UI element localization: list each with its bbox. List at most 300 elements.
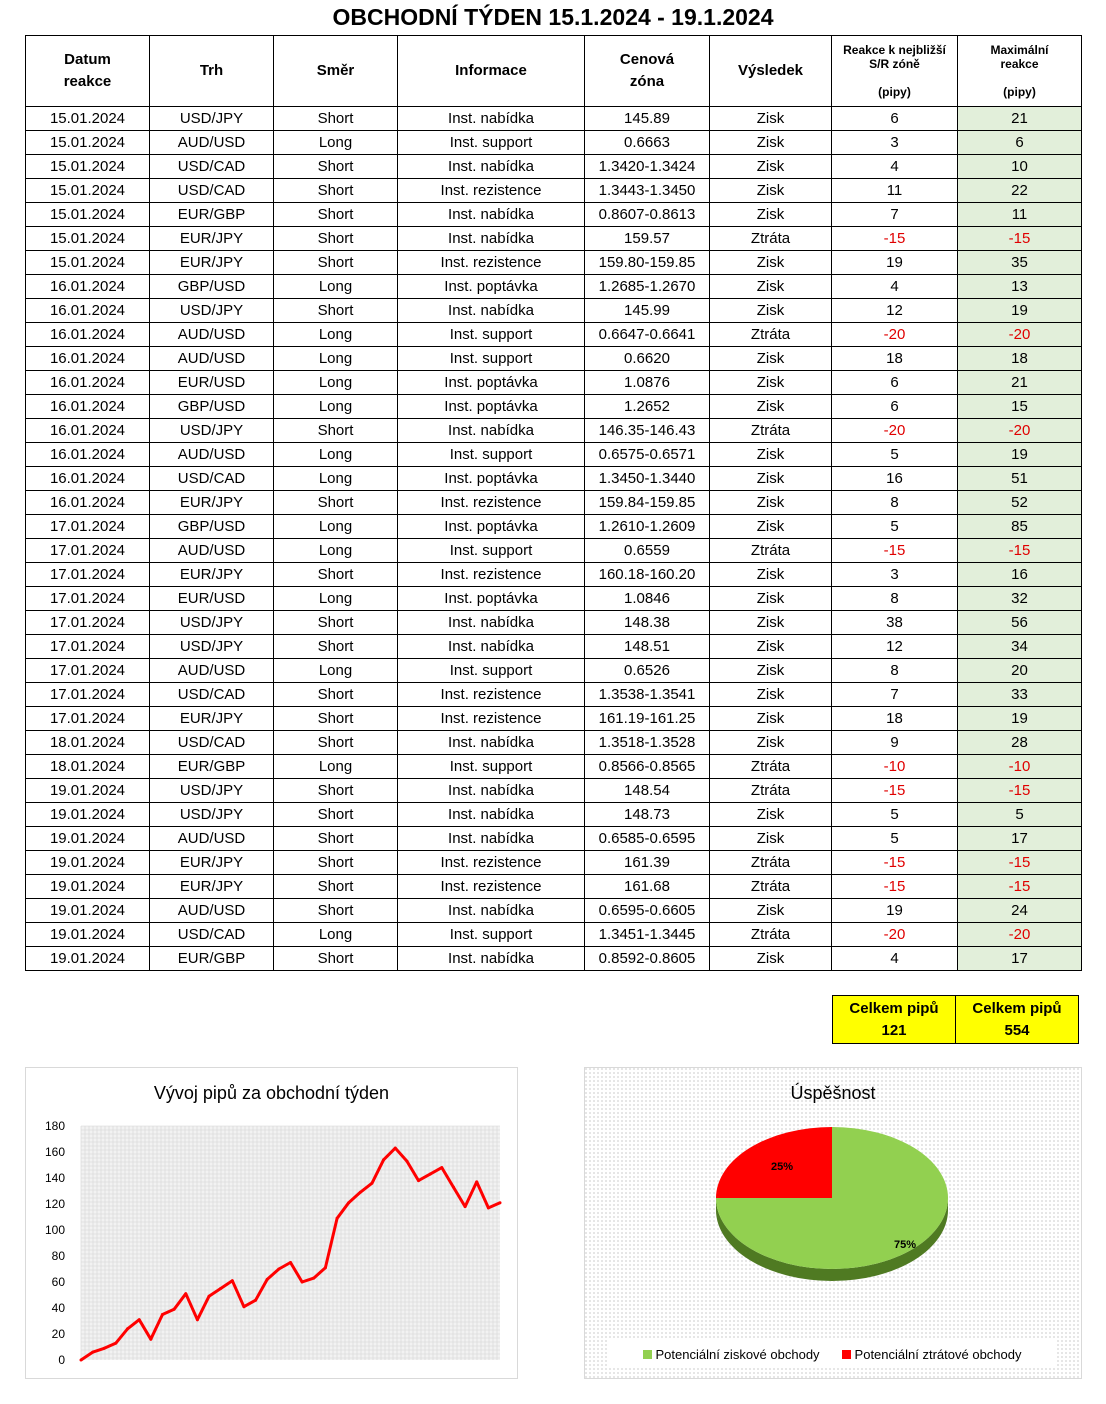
data-point	[149, 1338, 152, 1341]
data-point	[336, 1217, 339, 1220]
header-date: Datum reakce	[26, 36, 150, 107]
cell-date: 19.01.2024	[26, 899, 150, 923]
cell-market: EUR/GBP	[150, 947, 274, 971]
cell-result: Ztráta	[710, 227, 832, 251]
cell-market: EUR/JPY	[150, 227, 274, 251]
cell-market: USD/CAD	[150, 731, 274, 755]
cell-info: Inst. rezistence	[398, 491, 585, 515]
cell-date: 16.01.2024	[26, 347, 150, 371]
cell-direction: Short	[274, 851, 398, 875]
cell-zone: 148.73	[585, 803, 710, 827]
table-row	[26, 323, 1082, 347]
cell-date: 16.01.2024	[26, 299, 150, 323]
cell-zone: 1.0876	[585, 371, 710, 395]
cell-direction: Long	[274, 515, 398, 539]
cell-market: AUD/USD	[150, 443, 274, 467]
cell-info: Inst. nabídka	[398, 827, 585, 851]
data-point	[126, 1327, 129, 1330]
y-tick-label: 40	[51, 1301, 65, 1315]
cell-date: 15.01.2024	[26, 179, 150, 203]
cell-max-reaction: 18	[958, 347, 1082, 371]
data-point	[219, 1287, 222, 1290]
cell-result: Zisk	[710, 827, 832, 851]
cell-max-reaction: 19	[958, 443, 1082, 467]
table-row	[26, 227, 1082, 251]
cell-reaction: 6	[832, 395, 958, 419]
cell-max-reaction: 24	[958, 899, 1082, 923]
cell-info: Inst. rezistence	[398, 563, 585, 587]
data-point	[80, 1359, 83, 1362]
cell-reaction: 8	[832, 587, 958, 611]
cell-zone: 1.3450-1.3440	[585, 467, 710, 491]
cell-info: Inst. support	[398, 323, 585, 347]
cell-direction: Short	[274, 491, 398, 515]
cell-info: Inst. nabídka	[398, 227, 585, 251]
cell-max-reaction: -20	[958, 923, 1082, 947]
cell-direction: Long	[274, 443, 398, 467]
cell-zone: 161.68	[585, 875, 710, 899]
pie-chart-plot	[585, 1068, 1081, 1378]
cell-zone: 148.38	[585, 611, 710, 635]
data-point	[487, 1206, 490, 1209]
cell-reaction: 5	[832, 443, 958, 467]
cell-direction: Short	[274, 611, 398, 635]
cell-zone: 160.18-160.20	[585, 563, 710, 587]
cell-zone: 159.80-159.85	[585, 251, 710, 275]
cell-max-reaction: 19	[958, 299, 1082, 323]
cell-zone: 0.6585-0.6595	[585, 827, 710, 851]
cell-info: Inst. poptávka	[398, 275, 585, 299]
cell-max-reaction: 17	[958, 947, 1082, 971]
cell-market: EUR/GBP	[150, 755, 274, 779]
cell-reaction: -20	[832, 323, 958, 347]
cell-max-reaction: 17	[958, 827, 1082, 851]
table-row	[26, 659, 1082, 683]
data-point	[161, 1313, 164, 1316]
cell-info: Inst. poptávka	[398, 515, 585, 539]
cell-reaction: 18	[832, 707, 958, 731]
cell-date: 17.01.2024	[26, 611, 150, 635]
cell-reaction: 9	[832, 731, 958, 755]
cell-market: USD/CAD	[150, 179, 274, 203]
y-tick-label: 180	[44, 1119, 65, 1133]
cell-direction: Short	[274, 107, 398, 131]
cell-date: 16.01.2024	[26, 467, 150, 491]
cell-date: 19.01.2024	[26, 875, 150, 899]
cell-info: Inst. nabídka	[398, 779, 585, 803]
table-row	[26, 635, 1082, 659]
header-info: Informace	[398, 36, 585, 107]
cell-zone: 145.99	[585, 299, 710, 323]
data-point	[277, 1268, 280, 1271]
cell-info: Inst. rezistence	[398, 251, 585, 275]
cell-result: Zisk	[710, 179, 832, 203]
cell-result: Zisk	[710, 371, 832, 395]
table-row	[26, 779, 1082, 803]
table-row	[26, 515, 1082, 539]
cell-result: Zisk	[710, 467, 832, 491]
cell-reaction: -15	[832, 851, 958, 875]
cell-result: Zisk	[710, 563, 832, 587]
cell-zone: 1.3443-1.3450	[585, 179, 710, 203]
cell-direction: Short	[274, 203, 398, 227]
cell-max-reaction: 52	[958, 491, 1082, 515]
data-point	[370, 1182, 373, 1185]
cell-max-reaction: -15	[958, 875, 1082, 899]
cell-date: 18.01.2024	[26, 755, 150, 779]
cell-info: Inst. nabídka	[398, 107, 585, 131]
cell-info: Inst. nabídka	[398, 899, 585, 923]
table-row	[26, 155, 1082, 179]
cell-zone: 145.89	[585, 107, 710, 131]
cell-reaction: -20	[832, 419, 958, 443]
table-row	[26, 875, 1082, 899]
total-reaction-cell: Celkem pipů 121	[833, 996, 956, 1044]
cell-date: 19.01.2024	[26, 923, 150, 947]
cell-market: EUR/JPY	[150, 563, 274, 587]
cell-max-reaction: 22	[958, 179, 1082, 203]
data-point	[138, 1318, 141, 1321]
cell-market: GBP/USD	[150, 515, 274, 539]
cell-market: USD/JPY	[150, 107, 274, 131]
header-result: Výsledek	[710, 36, 832, 107]
cell-max-reaction: 20	[958, 659, 1082, 683]
cell-result: Zisk	[710, 443, 832, 467]
cell-date: 17.01.2024	[26, 587, 150, 611]
cell-max-reaction: 10	[958, 155, 1082, 179]
cell-reaction: -10	[832, 755, 958, 779]
cell-info: Inst. nabídka	[398, 731, 585, 755]
cell-market: GBP/USD	[150, 395, 274, 419]
data-point	[91, 1351, 94, 1354]
cell-zone: 159.57	[585, 227, 710, 251]
cell-info: Inst. poptávka	[398, 395, 585, 419]
cell-info: Inst. poptávka	[398, 371, 585, 395]
cell-direction: Long	[274, 347, 398, 371]
table-row	[26, 419, 1082, 443]
cell-info: Inst. support	[398, 659, 585, 683]
cell-reaction: 4	[832, 155, 958, 179]
cell-market: AUD/USD	[150, 539, 274, 563]
cell-result: Zisk	[710, 347, 832, 371]
cell-reaction: 3	[832, 131, 958, 155]
cell-result: Zisk	[710, 947, 832, 971]
cell-info: Inst. rezistence	[398, 875, 585, 899]
cell-direction: Long	[274, 371, 398, 395]
cell-market: AUD/USD	[150, 899, 274, 923]
header-market: Trh	[150, 36, 274, 107]
cell-info: Inst. support	[398, 539, 585, 563]
cell-info: Inst. support	[398, 443, 585, 467]
cell-max-reaction: 35	[958, 251, 1082, 275]
cell-market: EUR/USD	[150, 587, 274, 611]
cell-date: 17.01.2024	[26, 563, 150, 587]
data-point	[324, 1266, 327, 1269]
cell-info: Inst. nabídka	[398, 299, 585, 323]
cell-direction: Short	[274, 875, 398, 899]
cell-direction: Short	[274, 155, 398, 179]
table-row	[26, 347, 1082, 371]
data-point	[417, 1179, 420, 1182]
table-row	[26, 131, 1082, 155]
table-row	[26, 539, 1082, 563]
cell-direction: Short	[274, 635, 398, 659]
cell-reaction: 5	[832, 803, 958, 827]
cell-zone: 1.3420-1.3424	[585, 155, 710, 179]
cell-direction: Short	[274, 731, 398, 755]
cell-direction: Short	[274, 299, 398, 323]
cell-direction: Short	[274, 251, 398, 275]
cell-market: USD/JPY	[150, 299, 274, 323]
cell-max-reaction: -15	[958, 539, 1082, 563]
cell-zone: 0.6595-0.6605	[585, 899, 710, 923]
total-max-cell: Celkem pipů 554	[956, 996, 1079, 1044]
cell-max-reaction: 5	[958, 803, 1082, 827]
cell-direction: Long	[274, 275, 398, 299]
line-chart	[25, 1067, 518, 1379]
cell-market: USD/CAD	[150, 155, 274, 179]
cell-market: USD/CAD	[150, 923, 274, 947]
cell-market: USD/JPY	[150, 611, 274, 635]
cell-date: 16.01.2024	[26, 491, 150, 515]
cell-info: Inst. nabídka	[398, 611, 585, 635]
cell-date: 15.01.2024	[26, 203, 150, 227]
header-max-reaction: Maximální reakce (pipy)	[958, 36, 1082, 107]
cell-reaction: 19	[832, 251, 958, 275]
cell-max-reaction: -20	[958, 323, 1082, 347]
cell-reaction: 38	[832, 611, 958, 635]
cell-market: EUR/JPY	[150, 851, 274, 875]
cell-result: Ztráta	[710, 875, 832, 899]
data-point	[347, 1201, 350, 1204]
table-row	[26, 827, 1082, 851]
cell-market: AUD/USD	[150, 131, 274, 155]
cell-info: Inst. support	[398, 755, 585, 779]
data-point	[114, 1342, 117, 1345]
cell-market: USD/JPY	[150, 803, 274, 827]
cell-zone: 1.3538-1.3541	[585, 683, 710, 707]
cell-result: Zisk	[710, 611, 832, 635]
cell-result: Zisk	[710, 683, 832, 707]
cell-date: 19.01.2024	[26, 851, 150, 875]
cell-zone: 0.8592-0.8605	[585, 947, 710, 971]
cell-zone: 148.51	[585, 635, 710, 659]
cell-zone: 148.54	[585, 779, 710, 803]
cell-date: 16.01.2024	[26, 443, 150, 467]
cell-market: USD/JPY	[150, 419, 274, 443]
cell-result: Zisk	[710, 491, 832, 515]
cell-direction: Long	[274, 755, 398, 779]
cell-max-reaction: 56	[958, 611, 1082, 635]
cell-date: 17.01.2024	[26, 635, 150, 659]
cell-zone: 0.6526	[585, 659, 710, 683]
cell-direction: Short	[274, 827, 398, 851]
cell-info: Inst. nabídka	[398, 203, 585, 227]
pie-label-loss: 25%	[770, 1161, 794, 1173]
cell-zone: 0.8566-0.8565	[585, 755, 710, 779]
cell-info: Inst. rezistence	[398, 179, 585, 203]
data-point	[452, 1186, 455, 1189]
cell-result: Zisk	[710, 131, 832, 155]
cell-direction: Short	[274, 803, 398, 827]
table-row	[26, 491, 1082, 515]
cell-max-reaction: -15	[958, 779, 1082, 803]
cell-direction: Short	[274, 563, 398, 587]
data-point	[184, 1292, 187, 1295]
cell-date: 16.01.2024	[26, 371, 150, 395]
cell-reaction: 7	[832, 203, 958, 227]
cell-reaction: -15	[832, 875, 958, 899]
data-point	[475, 1180, 478, 1183]
line-chart-plot	[26, 1068, 517, 1378]
cell-reaction: 6	[832, 371, 958, 395]
cell-direction: Short	[274, 683, 398, 707]
table-row	[26, 707, 1082, 731]
data-point	[382, 1158, 385, 1161]
cell-max-reaction: 6	[958, 131, 1082, 155]
data-point	[464, 1205, 467, 1208]
cell-info: Inst. rezistence	[398, 683, 585, 707]
cell-direction: Long	[274, 587, 398, 611]
cell-zone: 0.6559	[585, 539, 710, 563]
pie-chart-title: Úspěšnost	[790, 1083, 876, 1103]
cell-reaction: 8	[832, 659, 958, 683]
cell-result: Ztráta	[710, 779, 832, 803]
table-row	[26, 179, 1082, 203]
table-row	[26, 563, 1082, 587]
cell-result: Zisk	[710, 803, 832, 827]
table-row	[26, 203, 1082, 227]
cell-info: Inst. rezistence	[398, 707, 585, 731]
cell-direction: Long	[274, 467, 398, 491]
data-point	[242, 1305, 245, 1308]
cell-result: Ztráta	[710, 755, 832, 779]
cell-direction: Short	[274, 947, 398, 971]
cell-direction: Short	[274, 227, 398, 251]
cell-market: AUD/USD	[150, 827, 274, 851]
data-point	[254, 1299, 257, 1302]
cell-info: Inst. poptávka	[398, 587, 585, 611]
cell-direction: Long	[274, 395, 398, 419]
cell-market: EUR/JPY	[150, 491, 274, 515]
cell-max-reaction: 85	[958, 515, 1082, 539]
cell-result: Zisk	[710, 107, 832, 131]
cell-date: 15.01.2024	[26, 107, 150, 131]
data-point	[173, 1308, 176, 1311]
cell-max-reaction: 13	[958, 275, 1082, 299]
cell-reaction: 7	[832, 683, 958, 707]
cell-max-reaction: 15	[958, 395, 1082, 419]
cell-result: Zisk	[710, 515, 832, 539]
cell-reaction: -15	[832, 539, 958, 563]
cell-date: 19.01.2024	[26, 803, 150, 827]
table-row	[26, 107, 1082, 131]
legend-item-win: Potenciální ziskové obchody	[643, 1347, 820, 1362]
cell-max-reaction: 16	[958, 563, 1082, 587]
cell-max-reaction: -15	[958, 227, 1082, 251]
cell-max-reaction: -20	[958, 419, 1082, 443]
cell-reaction: 5	[832, 515, 958, 539]
cell-result: Zisk	[710, 587, 832, 611]
cell-market: USD/CAD	[150, 467, 274, 491]
cell-market: AUD/USD	[150, 323, 274, 347]
cell-zone: 159.84-159.85	[585, 491, 710, 515]
table-row	[26, 443, 1082, 467]
cell-result: Zisk	[710, 731, 832, 755]
table-row	[26, 683, 1082, 707]
line-chart-title: Vývoj pipů za obchodní týden	[153, 1083, 390, 1103]
cell-zone: 161.19-161.25	[585, 707, 710, 731]
cell-info: Inst. support	[398, 923, 585, 947]
cell-market: EUR/USD	[150, 371, 274, 395]
cell-max-reaction: 51	[958, 467, 1082, 491]
cell-market: USD/JPY	[150, 779, 274, 803]
cell-result: Ztráta	[710, 323, 832, 347]
cell-zone: 146.35-146.43	[585, 419, 710, 443]
y-tick-label: 60	[51, 1275, 65, 1289]
table-row	[26, 275, 1082, 299]
cell-max-reaction: -10	[958, 755, 1082, 779]
cell-date: 17.01.2024	[26, 707, 150, 731]
table-header-row	[26, 36, 1082, 107]
cell-market: AUD/USD	[150, 659, 274, 683]
cell-reaction: 16	[832, 467, 958, 491]
y-tick-label: 160	[44, 1145, 65, 1159]
data-point	[499, 1201, 502, 1204]
cell-max-reaction: 34	[958, 635, 1082, 659]
totals-table	[832, 995, 1079, 1044]
cell-direction: Short	[274, 899, 398, 923]
data-point	[429, 1173, 432, 1176]
y-tick-label: 80	[51, 1249, 65, 1263]
cell-reaction: -15	[832, 779, 958, 803]
cell-info: Inst. nabídka	[398, 803, 585, 827]
cell-reaction: 6	[832, 107, 958, 131]
cell-reaction: 4	[832, 275, 958, 299]
cell-info: Inst. nabídka	[398, 419, 585, 443]
data-point	[359, 1191, 362, 1194]
table-row	[26, 467, 1082, 491]
table-row	[26, 731, 1082, 755]
cell-result: Ztráta	[710, 923, 832, 947]
cell-result: Ztráta	[710, 539, 832, 563]
cell-result: Zisk	[710, 299, 832, 323]
cell-date: 17.01.2024	[26, 539, 150, 563]
cell-info: Inst. rezistence	[398, 851, 585, 875]
data-point	[394, 1147, 397, 1150]
data-point	[301, 1281, 304, 1284]
cell-date: 17.01.2024	[26, 683, 150, 707]
cell-date: 18.01.2024	[26, 731, 150, 755]
cell-reaction: -15	[832, 227, 958, 251]
cell-date: 16.01.2024	[26, 419, 150, 443]
cell-result: Zisk	[710, 251, 832, 275]
cell-result: Zisk	[710, 899, 832, 923]
data-point	[208, 1295, 211, 1298]
page-title: OBCHODNÍ TÝDEN 15.1.2024 - 19.1.2024	[332, 4, 774, 30]
header-zone: Cenová zóna	[585, 36, 710, 107]
cell-market: EUR/JPY	[150, 875, 274, 899]
legend-swatch-win	[643, 1350, 652, 1359]
y-tick-label: 0	[58, 1353, 65, 1367]
cell-max-reaction: 19	[958, 707, 1082, 731]
cell-zone: 1.0846	[585, 587, 710, 611]
cell-reaction: 11	[832, 179, 958, 203]
cell-result: Zisk	[710, 707, 832, 731]
cell-date: 19.01.2024	[26, 827, 150, 851]
data-point	[440, 1166, 443, 1169]
table-row	[26, 755, 1082, 779]
